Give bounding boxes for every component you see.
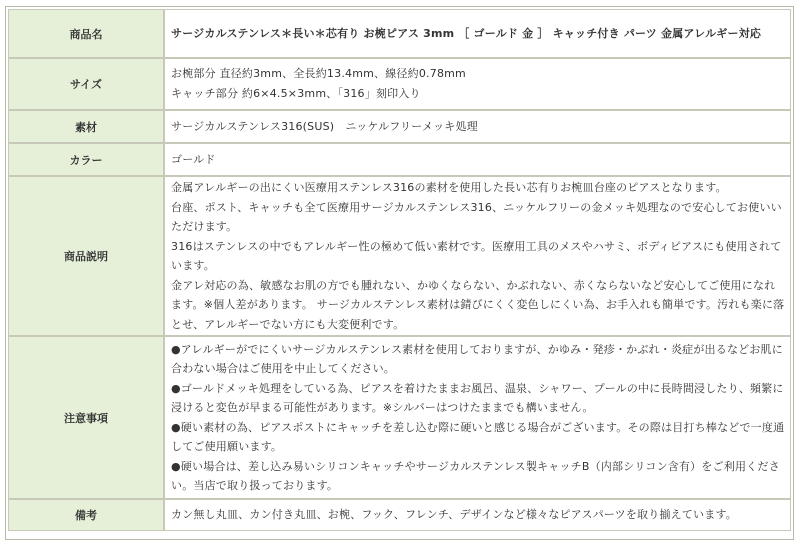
label-size: サイズ	[8, 58, 164, 110]
value-size	[164, 58, 791, 110]
label-description: 商品説明	[8, 176, 164, 336]
description-line: 台座、ポスト、キャッチも全て医療用サージカルステンレス316、ニッケルフリーの金メッキ処理なので安心してお使いいただけます。	[171, 200, 782, 233]
value-product-name: サージカルステンレス＊長い＊芯有り お椀ピアス 3mm ［ ゴールド 金 ］ キャッチ付き パーツ 金属アレルギー対応	[164, 9, 791, 58]
row-description	[8, 176, 791, 336]
value-material: サージカルステンレス316(SUS) ニッケルフリーメッキ処理	[164, 110, 791, 143]
label-notes: 注意事項	[8, 336, 164, 499]
value-remarks: カン無し丸皿、カン付き丸皿、お椀、フック、フレンチ、デザインなど様々なピアスパーツを取り揃えています。	[164, 499, 791, 531]
notes-line: ●硬い素材の為、ピアスポストにキャッチを差し込む際に硬いと感じる場合がございます。その際は目打ち棒などで一度通してご使用願います。	[171, 420, 785, 453]
label-color: カラー	[8, 143, 164, 176]
row-material	[8, 110, 791, 143]
label-product-name: 商品名	[8, 9, 164, 58]
label-material: 素材	[8, 110, 164, 143]
notes-line: ●ゴールドメッキ処理をしている為、ピアスを着けたままお風呂、温泉、シャワー、プールの中に長時間浸したり、頻繁に浸けると変色が早まる可能性があります。※シルバーはつけたままでも構いません。	[171, 381, 784, 414]
value-description	[164, 176, 791, 336]
size-line: お椀部分 直径約3mm、全長約13.4mm、線径約0.78mm	[171, 67, 466, 81]
description-line: 316はステンレスの中でもアレルギー性の極めて低い素材です。医療用工具のメスやハサミ、ボディピアスにも使用されています。	[171, 239, 782, 272]
description-line: 金アレ対応の為、敏感なお肌の方でも腫れない、かゆくならない、かぶれない、赤くならないなど安心してご使用になれます。※個人差があります。 サージカルステンレス素材は錆びにくく変色しにくい為、お手入れも簡単です。汚れも楽に落とせ、アレルギーでない方にも大変便利です。	[171, 278, 785, 331]
label-remarks: 備考	[8, 499, 164, 531]
row-color	[8, 143, 791, 176]
row-product-name	[8, 9, 791, 58]
row-size	[8, 58, 791, 110]
row-notes	[8, 336, 791, 499]
value-notes	[164, 336, 791, 499]
description-line: 金属アレルギーの出にくい医療用ステンレス316の素材を使用した長い芯有りお椀皿台座のピアスとなります。	[171, 181, 727, 194]
row-remarks	[8, 499, 791, 531]
notes-line: ●硬い場合は、差し込み易いシリコンキャッチやサージカルステンレス製キャッチB（内部シリコン含有）をご利用ください。当店で取り扱っております。	[171, 459, 780, 492]
notes-line: ●アレルギーがでにくいサージカルステンレス素材を使用しておりますが、かゆみ・発疹・かぶれ・炎症が出るなどお肌に合わない場合はご使用を中止してください。	[171, 342, 783, 375]
value-color: ゴールド	[164, 143, 791, 176]
product-spec-table	[8, 9, 791, 531]
size-line: キャッチ部分 約6×4.5×3mm、「316」刻印入り	[171, 87, 421, 100]
